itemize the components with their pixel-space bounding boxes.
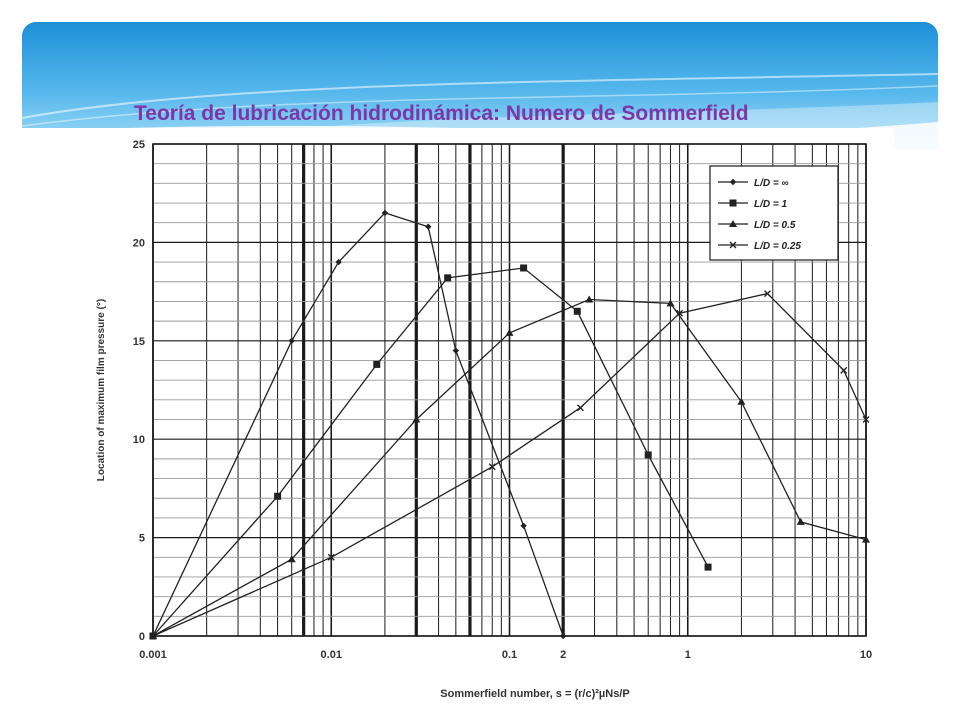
y-tick-label: 25 xyxy=(132,139,145,151)
y-tick-label: 20 xyxy=(132,237,145,250)
data-point xyxy=(453,347,459,353)
x-tick-label: 2 xyxy=(560,649,567,661)
data-point xyxy=(274,493,281,500)
y-tick-label: 5 xyxy=(138,532,145,545)
y-axis-label: Location of maximum film pressure (°) xyxy=(96,298,107,482)
data-point xyxy=(425,223,431,229)
data-point xyxy=(645,451,652,458)
legend-label: L/D = ∞ xyxy=(754,178,789,189)
data-point xyxy=(289,338,295,344)
data-point xyxy=(444,274,451,281)
x-tick-label: 0.001 xyxy=(139,649,167,661)
legend-label: L/D = 1 xyxy=(754,199,788,210)
legend-label: L/D = 0.5 xyxy=(754,220,796,231)
data-point xyxy=(560,633,566,639)
y-tick-label: 15 xyxy=(132,335,145,348)
y-tick-label: 0 xyxy=(138,631,145,643)
data-point xyxy=(585,295,593,302)
slide-title: Teoría de lubricación hidrodinámica: Numero de Sommerfield xyxy=(134,102,749,125)
data-point xyxy=(574,308,581,315)
chart-legend xyxy=(710,166,838,260)
data-point xyxy=(373,361,380,368)
data-point xyxy=(520,523,526,529)
data-point xyxy=(841,367,847,373)
data-point xyxy=(705,564,712,571)
x-tick-label: 10 xyxy=(859,649,873,661)
data-point xyxy=(520,264,527,271)
x-tick-label: 1 xyxy=(684,649,691,661)
x-tick-label: 0.01 xyxy=(320,649,342,661)
data-point xyxy=(797,518,805,525)
y-tick-label: 10 xyxy=(132,434,145,447)
x-axis-label: Sommerfield number, s = (r/c)²µNs/P xyxy=(440,688,630,700)
data-point xyxy=(730,200,737,207)
legend-label: L/D = 0.25 xyxy=(754,241,801,252)
series-1 xyxy=(150,210,567,640)
x-tick-label: 0.1 xyxy=(501,649,518,661)
data-point xyxy=(577,405,583,411)
series-line xyxy=(153,268,708,636)
